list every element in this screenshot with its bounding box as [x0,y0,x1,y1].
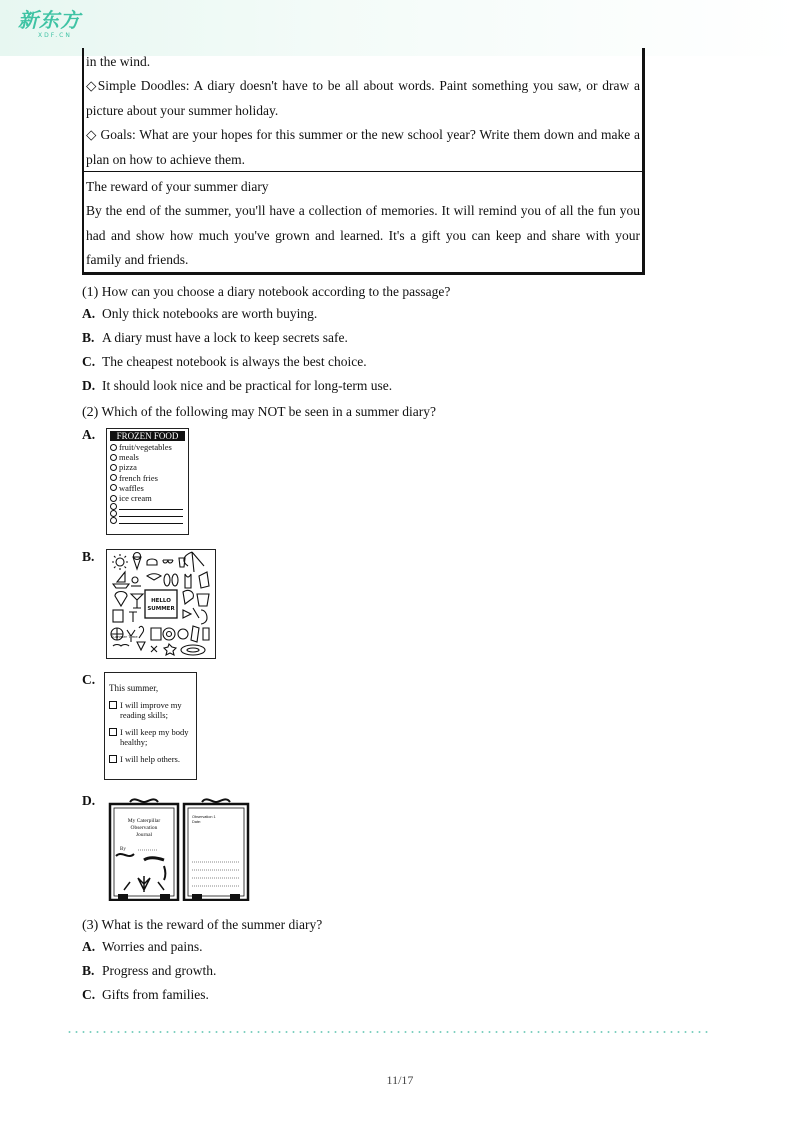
question-number: (1) [82,285,99,300]
goal-item: I will help others. [105,754,196,764]
summer-goals-image [104,672,197,780]
ornament-icon [202,799,230,802]
checklist-item: french fries [107,473,188,483]
bottle-icon [191,626,199,642]
pineapple-icon [201,610,207,624]
cone2-icon [137,642,145,650]
question-number: (3) [82,918,99,933]
hello-text: HELLO [151,598,171,604]
reward-title: The reward of your summer diary [86,179,269,194]
checklist-blank [107,517,188,524]
summer-doodles-image [106,549,216,659]
mast-icon [129,612,137,622]
q1-option-b: B. A diary must have a lock to keep secrets safe. [82,330,348,345]
camera-icon [113,610,123,622]
ornament-icon [130,799,158,802]
q2-option-d-label: D. [82,793,96,808]
q3-option-a: A. Worries and pains. [82,939,203,954]
ball-icon [178,629,188,639]
checklist-title: FROZEN FOOD [110,431,185,441]
sunglasses-small-icon [163,560,173,563]
caterpillar-journal-image [108,796,250,901]
checklist-blank [107,503,188,510]
checklist-blank [107,510,188,517]
cap-icon [147,559,157,565]
question-text: How can you choose a diary notebook according to the passage? [101,284,451,299]
checklist-item: waffles [107,483,188,493]
swimsuit-icon [185,574,191,588]
footer-divider [66,1031,710,1033]
question-1 [82,284,450,301]
cocoon-icon [164,866,166,880]
page-number: 11/17 [386,1073,414,1087]
goal-item: I will keep my body healthy; [105,727,196,747]
hello-summer-frame [145,590,177,618]
towel-icon [151,628,161,640]
checkbox-icon [109,701,117,709]
flag-icon [183,608,199,618]
observation-label: Observation 1 [192,815,216,819]
checklist-item: ice cream [107,493,188,503]
question-2 [82,404,436,421]
frozen-food-checklist-image [106,428,189,535]
umbrella-icon [184,552,204,572]
passage-section-reward [84,173,642,272]
logo-english: XDF.CN [38,32,72,39]
cone-icon [115,592,127,607]
sandals-icon [151,646,157,652]
leaf-icon [144,858,164,860]
juice-icon [203,628,209,640]
summer-doodles-drawing [107,550,215,658]
q2-option-b-label: B. [82,549,95,564]
cocktail-icon [131,594,143,608]
date-label: Date: [192,820,202,824]
journal-by: By [120,847,126,852]
q3-option-b: B. Progress and growth. [82,963,217,978]
logo-chinese: 新东方 [18,8,81,32]
q1-option-a: A. Only thick notebooks are worth buying. [82,306,318,321]
chair-icon [199,572,209,588]
sailboat-icon [113,572,129,588]
goal-item: I will improve my reading skills; [105,700,196,720]
q1-option-d: D. It should look nice and be practical for long-term use. [82,378,393,393]
reward-body: By the end of the summer, you'll have a collection of memories. It will remind you of all the fun you had and show how much you've grown and learned. It's a gift you can keep and share with your family and friends. [86,203,640,268]
question-text: Which of the following may NOT be seen in a summer diary? [101,404,437,419]
passage-goals: ◇ Goals: What are your hopes for this summer or the new school year? Write them down and make a plan on how to achieve them. [86,127,640,167]
sun-icon [116,558,124,566]
brand-logo [18,8,88,48]
passage-box [82,48,645,275]
checklist-item: meals [107,452,188,462]
sunglasses-icon [113,645,129,647]
summer-text: SUMMER [147,606,175,612]
goals-title: This summer, [109,683,159,693]
checklist-item: fruit/vegetables [107,442,188,452]
summer-time-caption: Summer Time [111,634,138,639]
question-3 [82,917,322,934]
anchor-icon [139,626,144,638]
checkbox-icon [109,728,117,736]
q2-option-c-label: C. [82,672,96,687]
bag-icon [197,594,209,606]
starfish-icon [164,644,176,655]
flip-flop-icon [164,574,170,586]
journal-title-line1: My Caterpillar [127,818,161,824]
journal-title-line3: Journal [135,832,153,838]
question-number: (2) [82,405,99,420]
caterpillar-icon [116,854,134,856]
question-text: What is the reward of the summer diary? [101,917,323,932]
q1-option-c: C. The cheapest notebook is always the best choice. [82,354,367,369]
checkbox-icon [109,755,117,763]
hat-icon [183,590,193,604]
q3-option-c: C. Gifts from families. [82,987,209,1002]
butterfly-icon [138,876,150,892]
caterpillar-journal-drawing [108,796,250,901]
shell-icon [147,574,161,580]
passage-line: in the wind. [86,54,151,69]
float-icon [181,645,205,655]
passage-doodles: ◇Simple Doodles: A diary doesn't have to be all about words. Paint something you saw, or draw a picture about your summer holiday. [86,78,640,118]
life-ring-icon [163,628,175,640]
passage-section-tips [84,48,642,172]
q2-option-a-label: A. [82,427,96,442]
checklist-item: pizza [107,462,188,472]
journal-title-line2: Observation [130,825,158,831]
